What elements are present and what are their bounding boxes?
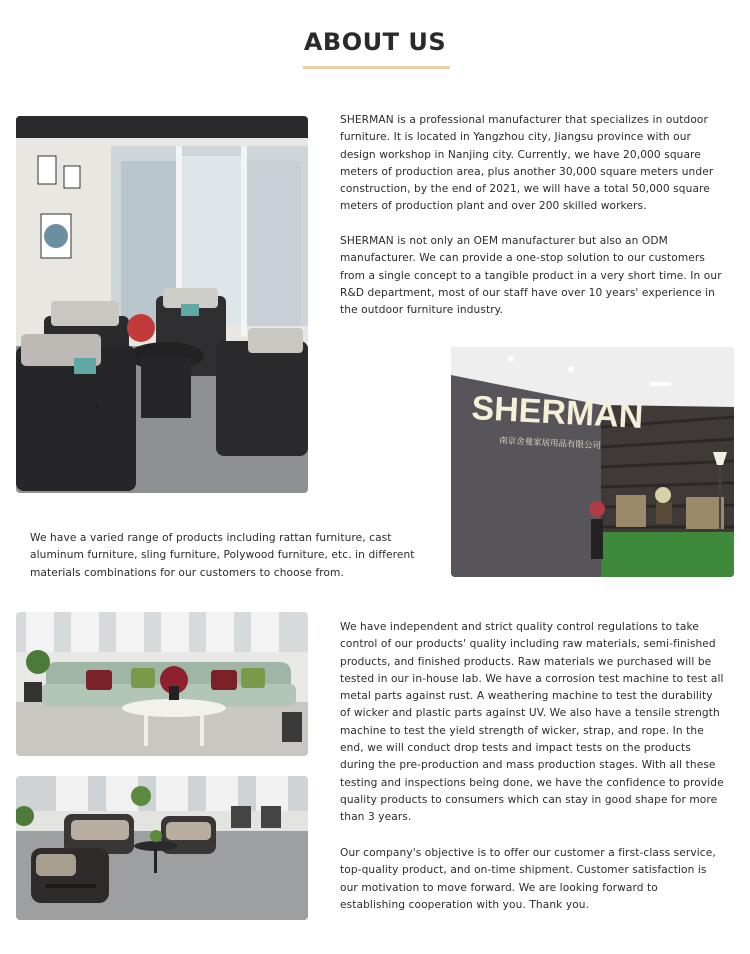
showroom-photo-1 xyxy=(16,116,308,493)
title-underline xyxy=(303,66,450,69)
quality-control-paragraph: We have independent and strict quality control regulations to take control of our products' quality including raw materials, semi-finished products, and finished products. Raw materials we purchased will be tested in our in-house lab. We have a corrosion test machine to test all metal parts against rust. A weathering machine to test the durability of wicker and plastic parts against UV. We also have a tensile strength machine to test the yield strength of wicker, strap, and rope. In the end, we will conduct drop tests and impact tests on the products during the pre-production and mass production stages. With all these testing and inspections being done, we have the confidence to provide quality products to consumers which can stay in good shape for more than 3 years. xyxy=(340,621,724,824)
sign-subtitle: 南京舍曼家居用品有限公司 xyxy=(498,436,602,452)
sign-brand: SHERMAN xyxy=(470,389,645,436)
page-title: ABOUT US xyxy=(303,28,447,56)
company-sign-photo xyxy=(451,347,734,577)
intro-paragraph: SHERMAN is a professional manufacturer that specializes in outdoor furniture. It is located in Yangzhou city, Jiangsu province with our design workshop in Nanjing city. Currently, we have 20,000 square meters of production area, plus another 30,000 square meters under construction, by the end of 2021, we will have a total 50,000 square meters of production plant and over 200 skilled workers. xyxy=(340,114,714,213)
product-range-paragraph: We have a varied range of products including rattan furniture, cast aluminum furniture, sling furniture, Polywood furniture, etc. in different materials combinations for our customers to choose from. xyxy=(30,532,415,579)
objective-paragraph: Our company's objective is to offer our customer a first-class service, top-quality product, and on-time shipment. Customer satisfaction is our motivation to move forward. We are looking forward to establishing cooperation with you. Thank you. xyxy=(340,847,716,911)
showroom-photo-lounge xyxy=(16,776,308,920)
oem-odm-paragraph: SHERMAN is not only an OEM manufacturer but also an ODM manufacturer. We can provide a one-stop solution to our customers from a single concept to a tangible product in a very short time. In our R&D department, most of our staff have over 10 years' experience in the outdoor furniture industry. xyxy=(340,235,722,317)
showroom-photo-sofa xyxy=(16,612,308,756)
